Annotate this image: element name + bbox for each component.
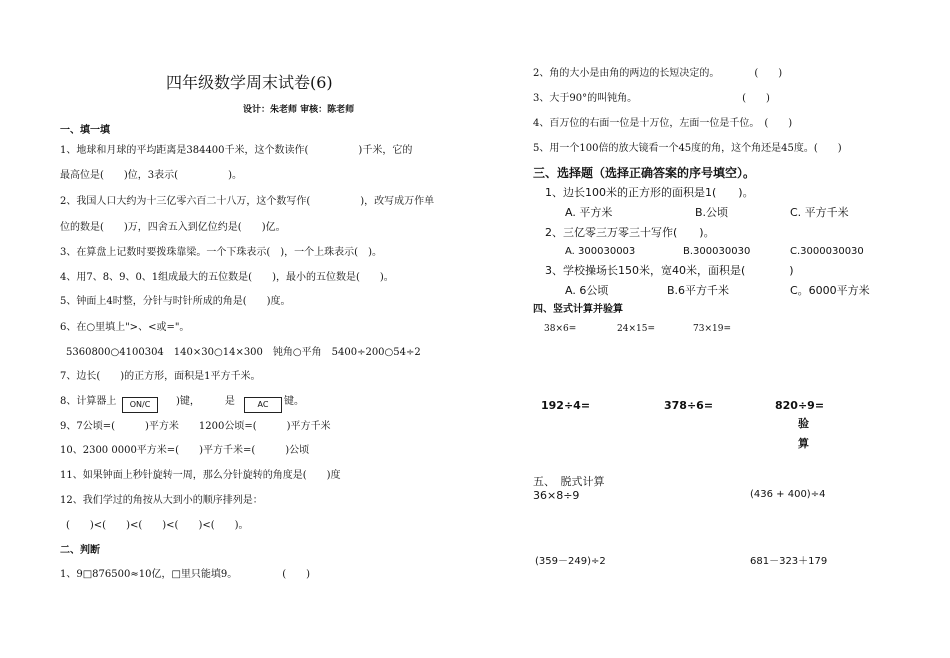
question-6-items: 5360800○4100304 140×30○14×300 钝角○平角 5400÷200○54÷2 [66,347,421,358]
question-11: 11、如果钟面上秒针旋转一周，那么分针旋转的角度是( )度 [60,470,341,481]
choice-1-option-b: B.公顷 [695,206,729,219]
choice-2-option-b: B.300030030 [683,246,751,257]
vertical-calc-6: 820÷9= [775,399,825,412]
question-1-line-2: 最高位是( )位，3表示( )。 [60,170,242,181]
choice-3-option-c: C。6000平方米 [790,284,870,297]
section-5-header: 五、 脱式计算 [533,475,605,488]
vertical-calc-2: 24×15= [617,324,655,334]
vertical-calc-5: 378÷6= [664,399,714,412]
vertical-calc-4: 192÷4= [541,399,591,412]
calculator-key-ac: AC [244,397,282,413]
question-2-line-2: 位的数是( )万，四舍五入到亿位约是( )亿。 [60,222,286,233]
judge-4: 4、百万位的右面一位是十万位，左面一位是千位。 ( ) [533,118,793,129]
calculator-key-on-c: ON/C [122,397,158,413]
verify-label-suan: 算 [798,437,809,450]
vertical-calc-1: 38×6= [544,324,577,334]
vertical-calc-3: 73×19= [693,324,731,334]
section-2-header: 二、判断 [60,545,100,556]
judge-3: 3、大于90°的叫钝角。 ( ) [533,93,770,104]
judge-5: 5、用一个100倍的放大镜看一个45度的角，这个角还是45度。( ) [533,143,842,154]
question-4: 4、用7、8、9、0、1组成最大的五位数是( )，最小的五位数是( )。 [60,272,394,283]
choice-2-option-a: A. 300030003 [565,246,636,257]
choice-1: 1、边长100米的正方形的面积是1( )。 [545,186,754,199]
choice-3-option-a: A. 6公顷 [565,284,609,297]
question-9: 9、7公顷=( )平方米 1200公顷=( )平方千米 [60,421,331,432]
expression-4: 681－323＋179 [750,556,828,567]
choice-1-option-c: C. 平方千米 [790,206,849,219]
choice-3-option-b: B.6平方千米 [667,284,730,297]
expression-2: (436 + 400)÷4 [750,489,826,500]
judge-1: 1、9□876500≈10亿，□里只能填9。 ( ) [60,569,311,580]
choice-1-option-a: A. 平方米 [565,206,613,219]
judge-2: 2、角的大小是由角的两边的长短决定的。 ( ) [533,68,783,79]
question-8-prefix: 8、计算器上 [60,396,117,407]
question-5: 5、钟面上4时整，分针与时针所成的角是( )度。 [60,296,291,307]
question-2-line-1: 2、我国人口大约为十三亿零六百二十八万，这个数写作( )，改写成万作单 [60,196,435,207]
question-10: 10、2300 0000平方米=( )平方千米=( )公顷 [60,445,310,456]
page-title: 四年级数学周末试卷(6) [166,73,333,92]
question-1-line-1: 1、地球和月球的平均距离是384400千米，这个数读作( )千米，它的 [60,145,413,156]
section-3-header: 三、选择题（选择正确答案的序号填空）。 [533,166,756,180]
verify-label-yan: 验 [798,417,809,430]
question-12-blanks: ( )<( )<( )<( )<( )。 [66,520,249,531]
question-8-middle: )键， 是 [176,396,235,407]
question-12: 12、我们学过的角按从大到小的顺序排列是： [60,495,263,506]
expression-1: 36×8÷9 [533,489,580,502]
section-4-header: 四、竖式计算并验算 [533,304,623,315]
author-line: 设计：朱老师 审核：陈老师 [243,105,355,115]
expression-3: (359－249)÷2 [535,556,606,567]
question-6: 6、在○里填上">、<或="。 [60,322,190,333]
question-3: 3、在算盘上记数时要拨珠靠梁。一个下珠表示( )，一个上珠表示( )。 [60,247,382,258]
choice-2: 2、三亿零三万零三十写作( )。 [545,226,715,239]
question-7: 7、边长( )的正方形，面积是1平方千米。 [60,371,261,382]
question-8-suffix: 键。 [284,396,304,407]
choice-3: 3、学校操场长150米，宽40米，面积是( ) [545,264,794,277]
section-1-header: 一、填一填 [60,125,110,136]
choice-2-option-c: C.3000030030 [790,246,864,257]
